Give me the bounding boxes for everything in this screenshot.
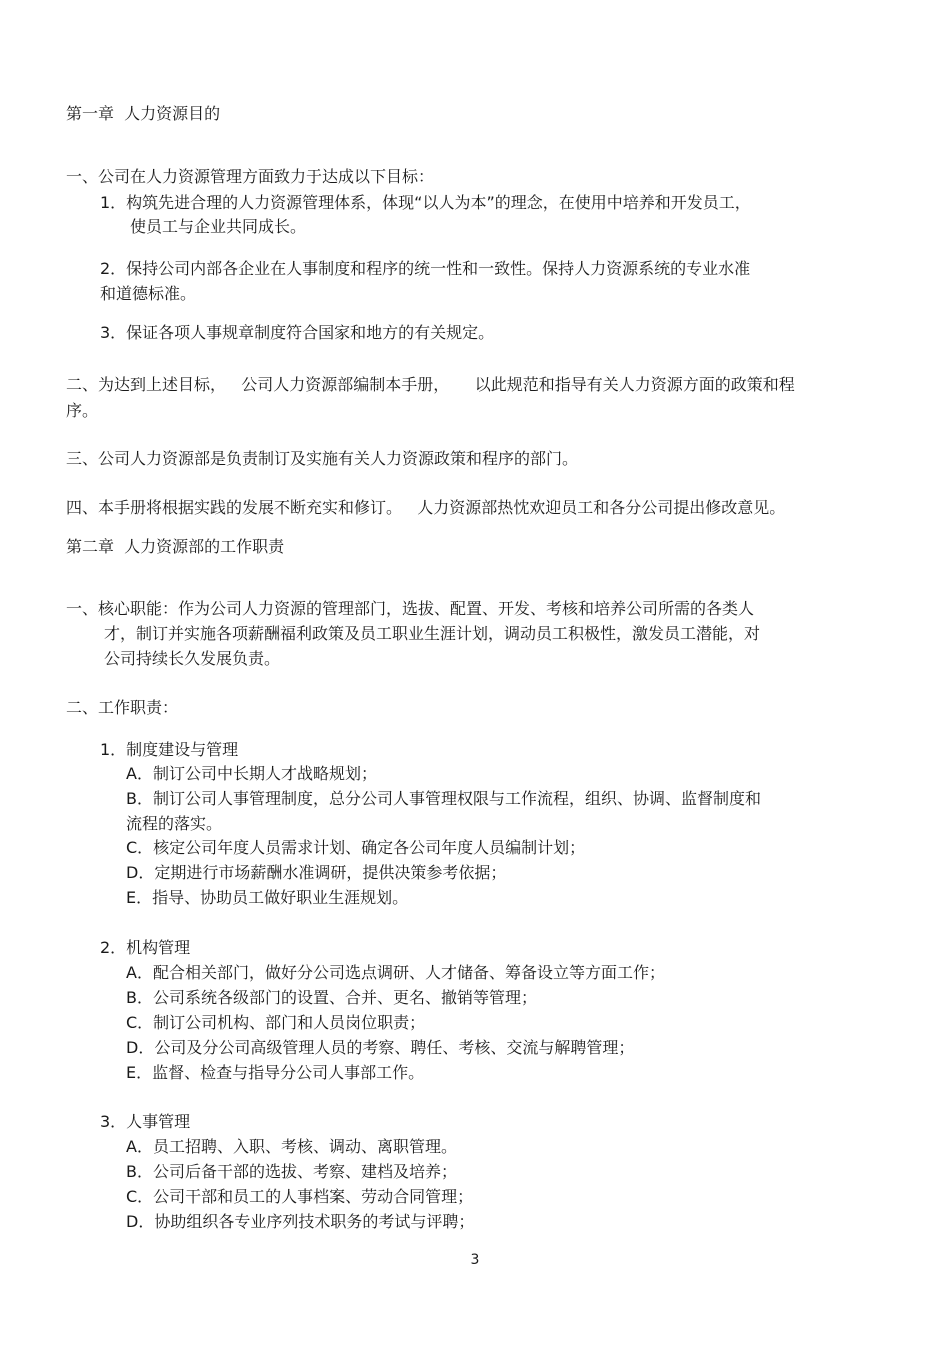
duty-2-item-e: E．监督、检查与指导分公司人事部工作。 — [126, 1063, 425, 1082]
duties-heading: 二、工作职责： — [66, 698, 179, 717]
core-function-line-3: 公司持续长久发展负责。 — [104, 649, 281, 668]
section-2-line-1: 二、为达到上述目标， 公司人力资源部编制本手册， 以此规范和指导有关人力资源方面的政策和程 — [66, 375, 795, 394]
duty-1-item-b-line-2: 流程的落实。 — [126, 814, 223, 833]
duty-2-item-a: A．配合相关部门，做好分公司选点调研、人才储备、筹备设立等方面工作； — [126, 963, 665, 982]
chapter-1-title: 第一章 人力资源目的 — [66, 104, 221, 123]
duty-1-heading: 1．制度建设与管理 — [100, 740, 239, 759]
section-3: 三、公司人力资源部是负责制订及实施有关人力资源政策和程序的部门。 — [66, 449, 579, 468]
duty-3-item-d: D．协助组织各专业序列技术职务的考试与评聘； — [126, 1212, 475, 1231]
core-function-line-1: 一、核心职能：作为公司人力资源的管理部门，选拔、配置、开发、考核和培养公司所需的各类人 — [66, 599, 755, 618]
section-4: 四、本手册将根据实践的发展不断充实和修订。 人力资源部热忱欢迎员工和各分公司提出修改意见。 — [66, 498, 786, 517]
chapter-2-title: 第二章 人力资源部的工作职责 — [66, 537, 285, 556]
section-2-line-2: 序。 — [66, 401, 99, 420]
goal-1-line-1: 1．构筑先进合理的人力资源管理体系，体现“以人为本”的理念，在使用中培养和开发员工， — [100, 193, 751, 212]
duty-1-item-d: D．定期进行市场薪酬水准调研，提供决策参考依据； — [126, 863, 507, 882]
duty-1-item-e: E．指导、协助员工做好职业生涯规划。 — [126, 888, 409, 907]
duty-2-heading: 2．机构管理 — [100, 938, 191, 957]
goal-3: 3．保证各项人事规章制度符合国家和地方的有关规定。 — [100, 323, 495, 342]
page-number: 3 — [470, 1252, 480, 1268]
goal-2-line-2: 和道德标准。 — [100, 284, 197, 303]
duty-2-item-d: D．公司及分公司高级管理人员的考察、聘任、考核、交流与解聘管理； — [126, 1038, 635, 1057]
duty-2-item-c: C．制订公司机构、部门和人员岗位职责； — [126, 1013, 426, 1032]
duty-1-item-b-line-1: B．制订公司人事管理制度，总分公司人事管理权限与工作流程，组织、协调、监督制度和 — [126, 789, 761, 808]
duty-3-item-b: B．公司后备干部的选拔、考察、建档及培养； — [126, 1162, 457, 1181]
section-1-text: 一、公司在人力资源管理方面致力于达成以下目标： — [66, 167, 435, 186]
duty-3-item-c: C．公司干部和员工的人事档案、劳动合同管理； — [126, 1187, 474, 1206]
duty-3-item-a: A．员工招聘、入职、考核、调动、离职管理。 — [126, 1137, 457, 1156]
duty-2-item-b: B．公司系统各级部门的设置、合并、更名、撤销等管理； — [126, 988, 537, 1007]
core-function-line-2: 才，制订并实施各项薪酬福利政策及员工职业生涯计划，调动员工积极性，激发员工潜能，对 — [104, 624, 761, 643]
goal-1-line-2: 使员工与企业共同成长。 — [130, 217, 307, 236]
duty-3-heading: 3．人事管理 — [100, 1112, 191, 1131]
duty-1-item-c: C．核定公司年度人员需求计划、确定各公司年度人员编制计划； — [126, 838, 586, 857]
duty-1-item-a: A．制订公司中长期人才战略规划； — [126, 764, 377, 783]
goal-2-line-1: 2．保持公司内部各企业在人事制度和程序的统一性和一致性。保持人力资源系统的专业水准 — [100, 259, 751, 278]
